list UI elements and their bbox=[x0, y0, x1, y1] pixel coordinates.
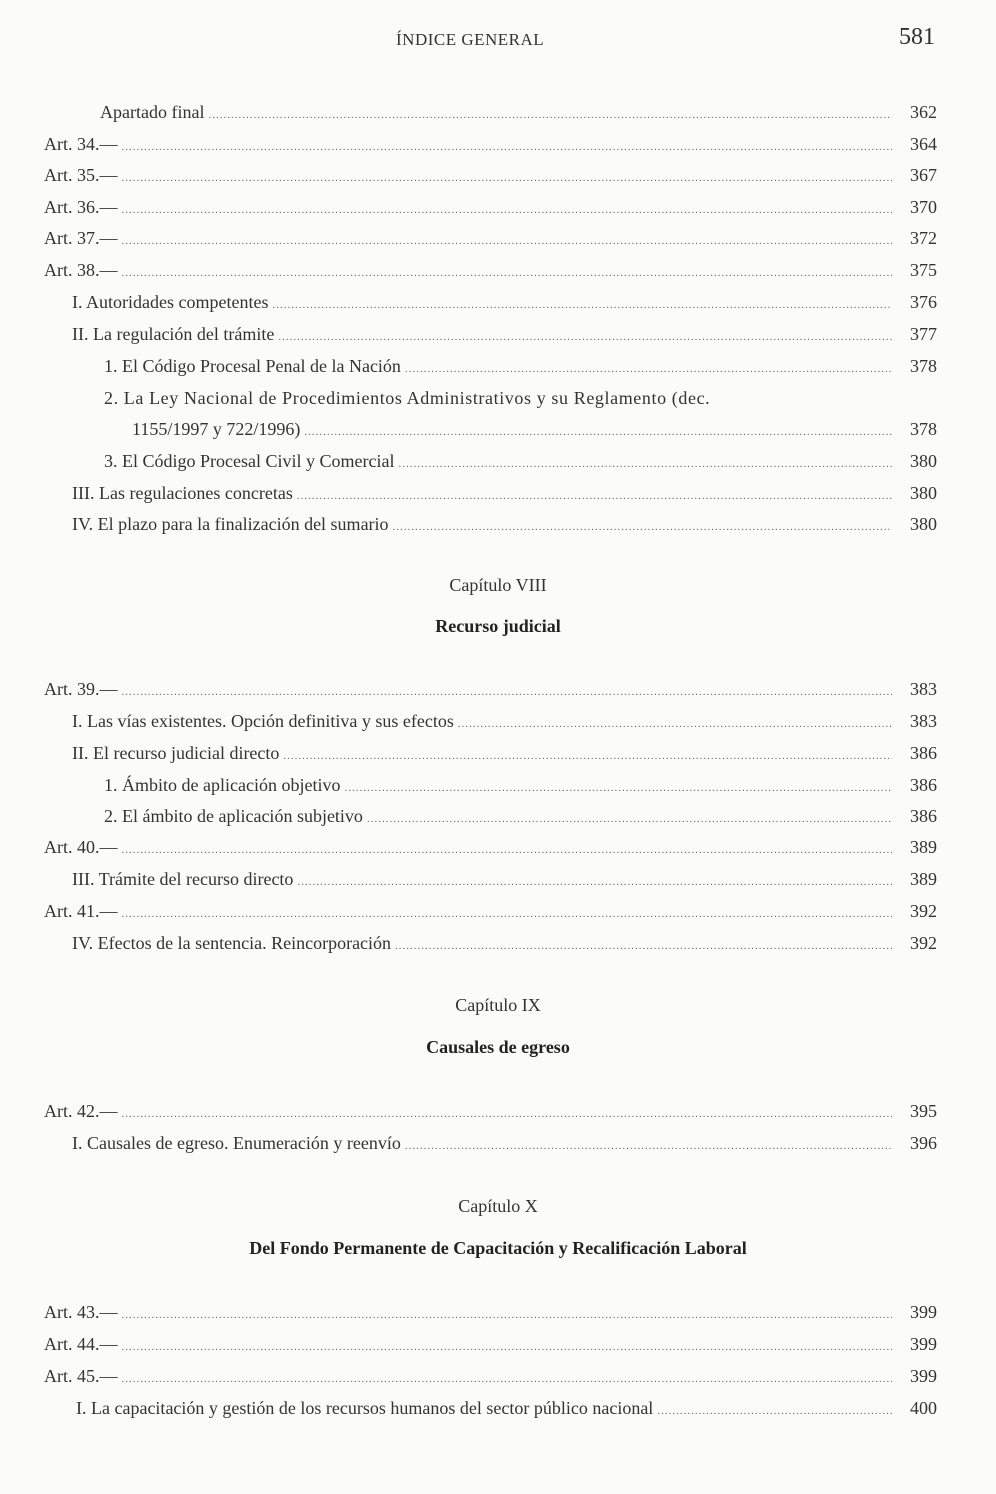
toc-entry[interactable] bbox=[44, 161, 896, 189]
dot-leader bbox=[657, 1397, 892, 1425]
toc-entry-page: 380 bbox=[910, 483, 937, 503]
toc-entry-page: 386 bbox=[910, 775, 937, 795]
toc-entry[interactable] bbox=[104, 802, 896, 830]
toc-entry-label: IV. El plazo para la finalización del sumario bbox=[72, 514, 389, 534]
toc-entry-page: 367 bbox=[910, 165, 937, 185]
dot-leader bbox=[122, 836, 893, 864]
toc-entry[interactable] bbox=[44, 1362, 896, 1390]
toc-entry-label: 3. El Código Procesal Civil y Comercial bbox=[104, 451, 395, 471]
toc-entry[interactable] bbox=[72, 288, 896, 316]
toc-entry[interactable] bbox=[72, 510, 896, 538]
dot-leader bbox=[122, 1333, 893, 1361]
toc-entry-page: 378 bbox=[910, 356, 937, 376]
dot-leader bbox=[283, 742, 892, 770]
toc-entry-label: Apartado final bbox=[100, 102, 205, 122]
toc-entry-label: 1. El Código Procesal Penal de la Nación bbox=[104, 356, 401, 376]
dot-leader bbox=[208, 101, 892, 129]
dot-leader bbox=[278, 323, 892, 351]
toc-entry-label: III. Trámite del recurso directo bbox=[72, 869, 294, 889]
toc-entry-label: 1155/1997 y 722/1996) bbox=[132, 419, 301, 439]
toc-entry-label: Art. 42.— bbox=[44, 1101, 118, 1121]
toc-entry-page: 392 bbox=[910, 933, 937, 953]
toc-entry-label: 2. El ámbito de aplicación subjetivo bbox=[104, 806, 363, 826]
toc-entry-page: 389 bbox=[910, 869, 937, 889]
toc-entry[interactable] bbox=[76, 1394, 896, 1422]
toc-entry-page: 380 bbox=[910, 514, 937, 534]
toc-entry-label-first-line: 2. La Ley Nacional de Procedimientos Administrativos y su Reglamento (dec. bbox=[104, 388, 711, 408]
chapter-title: Del Fondo Permanente de Capacitación y Recalificación Laboral bbox=[249, 1238, 747, 1258]
toc-entry[interactable] bbox=[100, 98, 896, 126]
dot-leader bbox=[297, 868, 892, 896]
page-number: 581 bbox=[899, 24, 935, 50]
toc-entry[interactable] bbox=[72, 865, 896, 893]
chapter-number: Capítulo VIII bbox=[449, 575, 547, 595]
toc-entry[interactable] bbox=[44, 1097, 896, 1125]
toc-entry-page: 375 bbox=[910, 260, 937, 280]
chapter-number: Capítulo X bbox=[458, 1196, 538, 1216]
dot-leader bbox=[122, 1365, 893, 1393]
toc-entry-page: 399 bbox=[910, 1302, 937, 1322]
toc-entry[interactable] bbox=[44, 1330, 896, 1358]
dot-leader bbox=[122, 678, 893, 706]
toc-entry-page: 362 bbox=[910, 102, 937, 122]
toc-entry-label: II. La regulación del trámite bbox=[72, 324, 275, 344]
toc-entry-page: 372 bbox=[910, 228, 937, 248]
toc-entry-label: Art. 35.— bbox=[44, 165, 118, 185]
toc-entry-page: 399 bbox=[910, 1366, 937, 1386]
toc-entry-page: 378 bbox=[910, 419, 937, 439]
toc-entry-page: 383 bbox=[910, 679, 937, 699]
toc-entry-label: Art. 37.— bbox=[44, 228, 118, 248]
dot-leader bbox=[122, 1100, 893, 1128]
toc-entry-page: 376 bbox=[910, 292, 937, 312]
toc-entry-page: 370 bbox=[910, 197, 937, 217]
toc-entry-page: 380 bbox=[910, 451, 937, 471]
toc-entry-label: Art. 40.— bbox=[44, 837, 118, 857]
toc-entry-label: Art. 34.— bbox=[44, 134, 118, 154]
dot-leader bbox=[122, 259, 893, 287]
toc-entry-label: I. Autoridades competentes bbox=[72, 292, 269, 312]
dot-leader bbox=[458, 710, 892, 738]
toc-entry-page: 395 bbox=[910, 1101, 937, 1121]
toc-entry[interactable] bbox=[72, 1129, 896, 1157]
dot-leader bbox=[297, 482, 892, 510]
dot-leader bbox=[122, 196, 893, 224]
dot-leader bbox=[344, 774, 892, 802]
toc-entry-label: I. La capacitación y gestión de los recursos humanos del sector público nacional bbox=[76, 1398, 654, 1418]
toc-entry[interactable] bbox=[104, 352, 896, 380]
toc-entry-page: 396 bbox=[910, 1133, 937, 1153]
toc-entry-label: II. El recurso judicial directo bbox=[72, 743, 280, 763]
toc-entry[interactable] bbox=[44, 1298, 896, 1326]
toc-entry-label: I. Las vías existentes. Opción definitiva y sus efectos bbox=[72, 711, 454, 731]
toc-entry-label: Art. 44.— bbox=[44, 1334, 118, 1354]
toc-entry-label: III. Las regulaciones concretas bbox=[72, 483, 293, 503]
toc-entry-label: Art. 39.— bbox=[44, 679, 118, 699]
toc-entry-label: Art. 36.— bbox=[44, 197, 118, 217]
toc-entry-label: 1. Ámbito de aplicación objetivo bbox=[104, 775, 341, 795]
dot-leader bbox=[122, 227, 893, 255]
toc-entry[interactable] bbox=[44, 256, 896, 284]
chapter-number: Capítulo IX bbox=[455, 995, 541, 1015]
toc-entry-label: I. Causales de egreso. Enumeración y reenvío bbox=[72, 1133, 401, 1153]
toc-entry-page: 399 bbox=[910, 1334, 937, 1354]
toc-entry[interactable] bbox=[72, 707, 896, 735]
dot-leader bbox=[272, 291, 892, 319]
toc-entry-page: 364 bbox=[910, 134, 937, 154]
toc-entry[interactable] bbox=[72, 320, 896, 348]
toc-entry-page: 377 bbox=[910, 324, 937, 344]
chapter-title: Causales de egreso bbox=[426, 1037, 570, 1057]
toc-entry-label: Art. 43.— bbox=[44, 1302, 118, 1322]
toc-entry[interactable] bbox=[44, 833, 896, 861]
toc-entry-page: 386 bbox=[910, 743, 937, 763]
toc-entry[interactable] bbox=[132, 415, 896, 443]
toc-entry[interactable] bbox=[44, 675, 896, 703]
toc-entry-page: 383 bbox=[910, 711, 937, 731]
dot-leader bbox=[393, 513, 892, 541]
toc-entry[interactable] bbox=[44, 897, 896, 925]
dot-leader bbox=[122, 900, 893, 928]
toc-entry[interactable] bbox=[104, 447, 896, 475]
dot-leader bbox=[122, 133, 893, 161]
toc-entry-page: 392 bbox=[910, 901, 937, 921]
toc-entry[interactable] bbox=[72, 479, 896, 507]
dot-leader bbox=[405, 1132, 892, 1160]
toc-entry[interactable] bbox=[44, 130, 896, 158]
toc-entry-page: 386 bbox=[910, 806, 937, 826]
toc-entry-label: Art. 38.— bbox=[44, 260, 118, 280]
toc-entry[interactable] bbox=[44, 224, 896, 252]
toc-entry[interactable] bbox=[72, 929, 896, 957]
dot-leader bbox=[405, 355, 892, 383]
dot-leader bbox=[304, 418, 892, 446]
dot-leader bbox=[395, 932, 892, 960]
toc-entry-label: Art. 41.— bbox=[44, 901, 118, 921]
toc-entry[interactable] bbox=[104, 771, 896, 799]
page-header bbox=[0, 22, 996, 62]
toc-entry-page: 389 bbox=[910, 837, 937, 857]
chapter-title: Recurso judicial bbox=[435, 616, 561, 636]
dot-leader bbox=[367, 805, 892, 833]
toc-entry[interactable] bbox=[44, 193, 896, 221]
toc-entry-page: 400 bbox=[910, 1398, 937, 1418]
dot-leader bbox=[122, 164, 893, 192]
dot-leader bbox=[122, 1301, 893, 1329]
dot-leader bbox=[398, 450, 892, 478]
toc-entry-label: Art. 45.— bbox=[44, 1366, 118, 1386]
toc-entry[interactable] bbox=[72, 739, 896, 767]
toc-entry-label: IV. Efectos de la sentencia. Reincorporación bbox=[72, 933, 392, 953]
running-title: ÍNDICE GENERAL bbox=[396, 30, 545, 49]
